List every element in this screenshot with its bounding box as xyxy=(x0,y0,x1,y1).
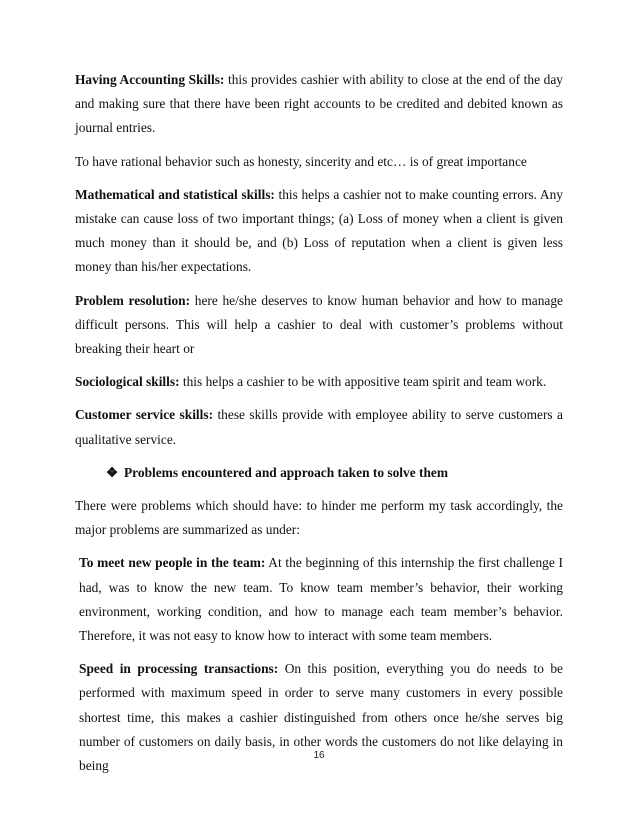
intro-paragraph: There were problems which should have: to hinder me perform my task accordingly, the major problems are summarized as under: xyxy=(75,498,563,538)
page-number: 16 xyxy=(313,750,325,761)
paragraph-accounting-skills xyxy=(75,68,563,141)
paragraph-text: these skills provide with employee ability to serve customers a qualitative service. xyxy=(75,407,563,447)
paragraph-text: On this position, everything you do needs to be performed with maximum speed in order to serve many customers in every possible shortest time, this makes a cashier distinguished from others once he/she serves big number of customers on daily basis, in other words the customers do not like delaying in being xyxy=(79,661,563,774)
paragraph-sociological-skills xyxy=(75,370,563,394)
paragraph-meet-new-people xyxy=(79,551,563,648)
paragraph-text: this provides cashier with ability to close at the end of the day and making sure that there have been right accounts to be credited and debited known as journal entries. xyxy=(75,72,563,136)
term-label: Sociological skills: xyxy=(75,374,180,390)
term-label: Having Accounting Skills: xyxy=(75,72,225,87)
section-heading-text: Problems encountered and approach taken to solve them xyxy=(124,464,448,480)
paragraph-text: At the beginning of this internship the first challenge I had, was to know the new team. To know team member’s behavior, their working environment, working condition, and how to manage each team member’s behavior. Therefore, it was not easy to know how to interact with some team members. xyxy=(79,555,563,644)
paragraph-customer-service xyxy=(75,403,563,451)
section-heading xyxy=(106,461,563,485)
paragraph-problem-resolution xyxy=(75,289,563,362)
term-label: Problem resolution: xyxy=(75,292,191,308)
term-label: Customer service skills: xyxy=(75,407,214,423)
paragraph-rational-behavior xyxy=(75,150,563,174)
term-label: To meet new people in the team: xyxy=(79,555,266,571)
paragraph-text: here he/she deserves to know human behavior and how to manage difficult persons. This will help a cashier to deal with customer’s problems without breaking their heart or xyxy=(75,292,563,357)
paragraph-text: this helps a cashier not to make counting errors. Any mistake can cause loss of two important things; (a) Loss of money when a client is given much money than it should be, and (b) Loss of reputation when a client is given less money than his/her expectations. xyxy=(75,186,563,275)
paragraph-text: this helps a cashier to be with appositive team spirit and team work. xyxy=(179,374,547,390)
term-label: Speed in processing transactions: xyxy=(79,661,279,677)
term-label: Mathematical and statistical skills: xyxy=(75,186,275,202)
paragraph-text: To have rational behavior such as honesty, sincerity and etc… is of great importance xyxy=(75,153,527,169)
page-body xyxy=(75,68,563,787)
paragraph-math-skills xyxy=(75,183,563,280)
diamond-bullet-icon: ❖ xyxy=(106,464,119,480)
